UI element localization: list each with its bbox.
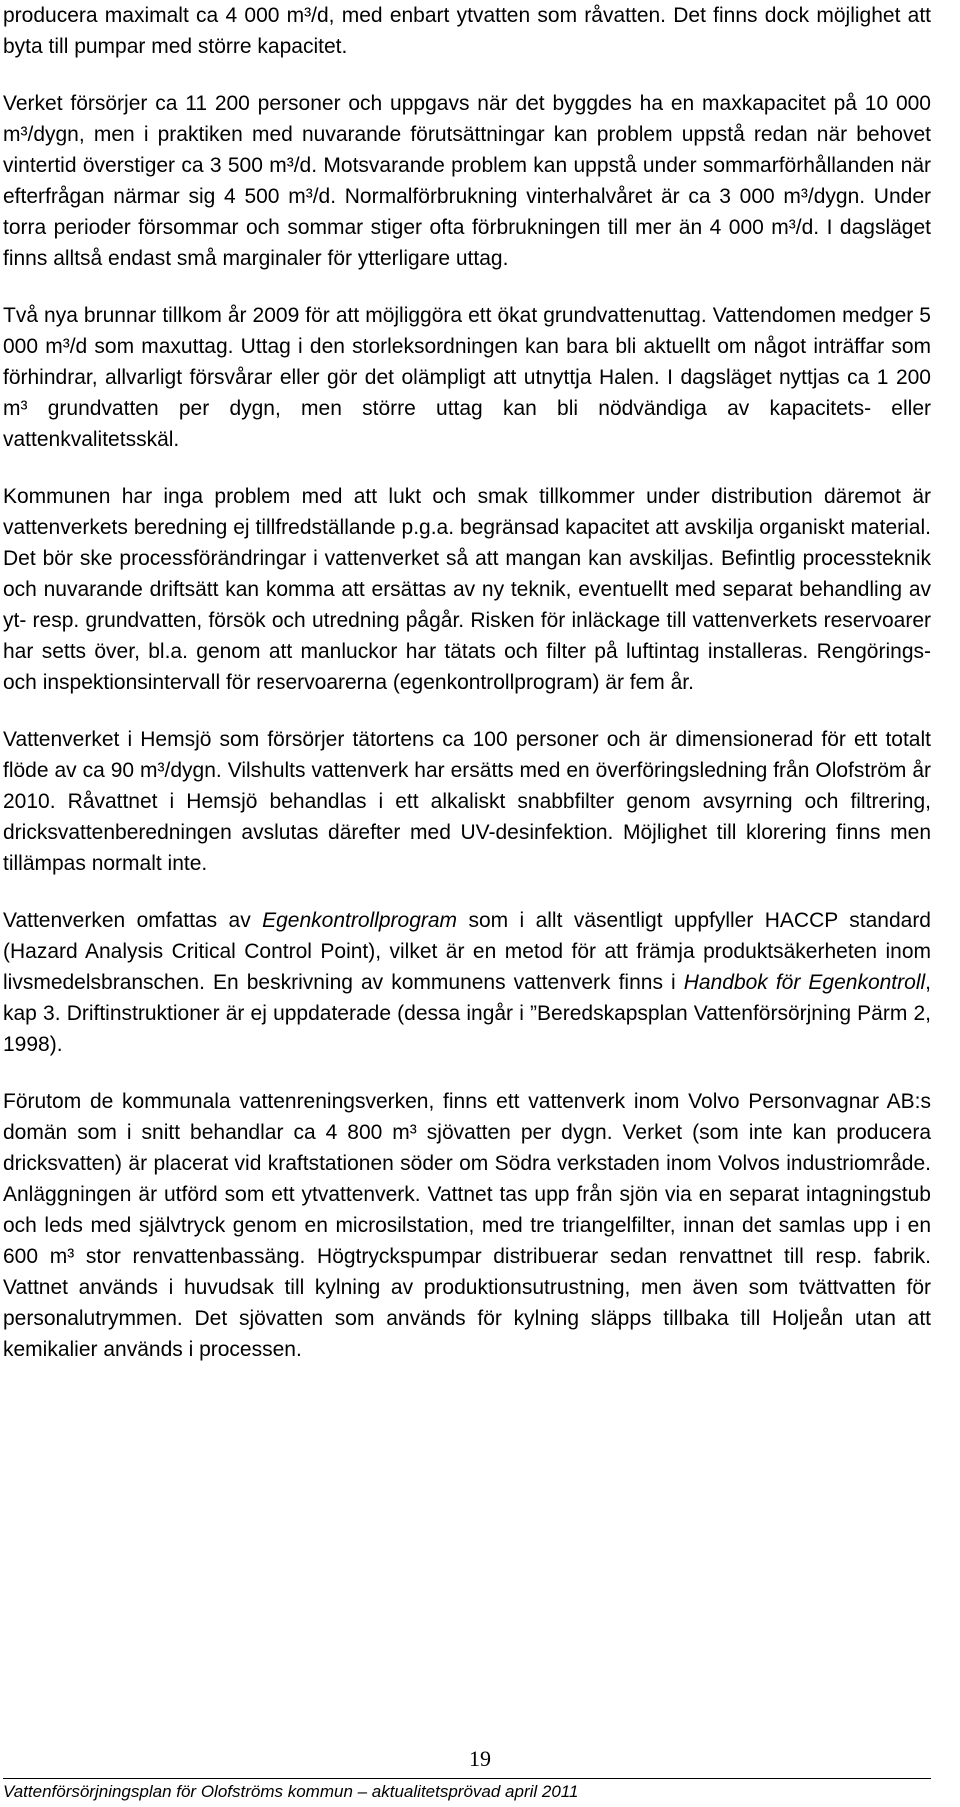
egenkontroll-text-2: som i allt väsentligt uppfyller HACCP standard (Hazard Analysis Critical Control Point), vilket är en metod för att främja produktsäkerheten inom livsmedelsbranschen. En beskrivning av kommunens vattenverk finns i: [3, 909, 931, 994]
paragraph-intro: producera maximalt ca 4 000 m³/d, med enbart ytvatten som råvatten. Det finns dock möjlighet att byta till pumpar med större kapacitet.: [3, 4, 931, 58]
paragraph-capacity: Verket försörjer ca 11 200 personer och uppgavs när det byggdes ha en maxkapacitet på 10 000 m³/dygn, men i praktiken med nuvarande förutsättningar kan problem uppstå redan när behovet vintertid överstiger ca 3 500 m³/d. Motsvarande problem kan uppstå under sommarförhållanden när efterfrågan närmar sig 4 500 m³/d. Normalförbrukning vinterhalvåret är ca 3 000 m³/dygn. Under torra perioder försommar och sommar stiger ofta förbrukningen till mer än 4 000 m³/d. I dagsläget finns alltså endast små marginaler för ytterligare uttag.: [3, 92, 931, 270]
paragraph-egenkontroll: [3, 905, 931, 1060]
egenkontroll-italic-2: Handbok för Egenkontroll: [683, 971, 926, 994]
paragraph-hemsjo: Vattenverket i Hemsjö som försörjer tätortens ca 100 personer och är dimensionerad för ett totalt flöde av ca 90 m³/dygn. Vilshults vattenverk har ersätts med en överföringsledning från Olofström år 2010. Råvattnet i Hemsjö behandlas i ett alkaliskt snabbfilter genom avsyrning och filtrering, dricksvattenberedningen avslutas därefter med UV-desinfektion. Möjlighet till klorering finns men tillämpas normalt inte.: [3, 728, 931, 875]
page-footer: Vattenförsörjningsplan för Olofströms kommun – aktualitetsprövad april 2011: [3, 1778, 931, 1805]
page-number: 19: [469, 1746, 491, 1771]
egenkontroll-text-1: Vattenverken omfattas av: [3, 909, 263, 932]
paragraph-groundwater: Två nya brunnar tillkom år 2009 för att möjliggöra ett ökat grundvattenuttag. Vattendomen medger 5 000 m³/d som maxuttag. Uttag i den storleksordningen kan bara bli aktuellt om något inträffar som förhindrar, allvarligt försvårar eller gör det olämpligt att utnyttja Halen. I dagsläget nyttjas ca 1 200 m³ grundvatten per dygn, men större uttag kan bli nödvändiga av kapacitets- eller vattenkvalitetsskäl.: [3, 304, 931, 451]
paragraph-odor-taste: Kommunen har inga problem med att lukt och smak tillkommer under distribution däremot är vattenverkets beredning ej tillfredställande p.g.a. begränsad kapacitet att avskilja organiskt material. Det bör ske processförändringar i vattenverket så att mangan kan avskiljas. Befintlig processteknik och nuvarande driftsätt kan komma att ersättas av ny teknik, eventuellt med separat behandling av yt- resp. grundvatten, försök och utredning pågår. Risken för inläckage till vattenverkets reservoarer har setts över, bl.a. genom att manluckor har tätats och filter på luftintag installeras. Rengörings- och inspektionsintervall för reservoarerna (egenkontrollprogram) är fem år.: [3, 485, 931, 694]
body-text: [3, 0, 931, 1391]
egenkontroll-italic-1: Egenkontrollprogram: [262, 909, 458, 932]
egenkontroll-text-3: , kap 3. Driftinstruktioner är ej uppdaterade (dessa ingår i ”Beredskapsplan Vattenförsörjning Pärm 2, 1998).: [3, 971, 931, 1056]
paragraph-volvo: Förutom de kommunala vattenreningsverken, finns ett vattenverk inom Volvo Personvagnar AB:s domän som i snitt behandlar ca 4 800 m³ sjövatten per dygn. Verket (som inte kan producera dricksvatten) är placerat vid kraftstationen söder om Södra verkstaden inom Volvos industriområde. Anläggningen är utförd som ett ytvattenverk. Vattnet tas upp från sjön via en separat intagningstub och leds med självtryck genom en microsilstation, med tre triangelfilter, innan det samlas upp i en 600 m³ stor renvattenbassäng. Högtryckspumpar distribuerar sedan renvattnet till resp. fabrik. Vattnet används i huvudsak till kylning av produktionsutrustning, men även som tvättvatten för personalutrymmen. Det sjövatten som används för kylning släpps tillbaka till Holjeån utan att kemikalier används i processen.: [3, 1090, 931, 1361]
